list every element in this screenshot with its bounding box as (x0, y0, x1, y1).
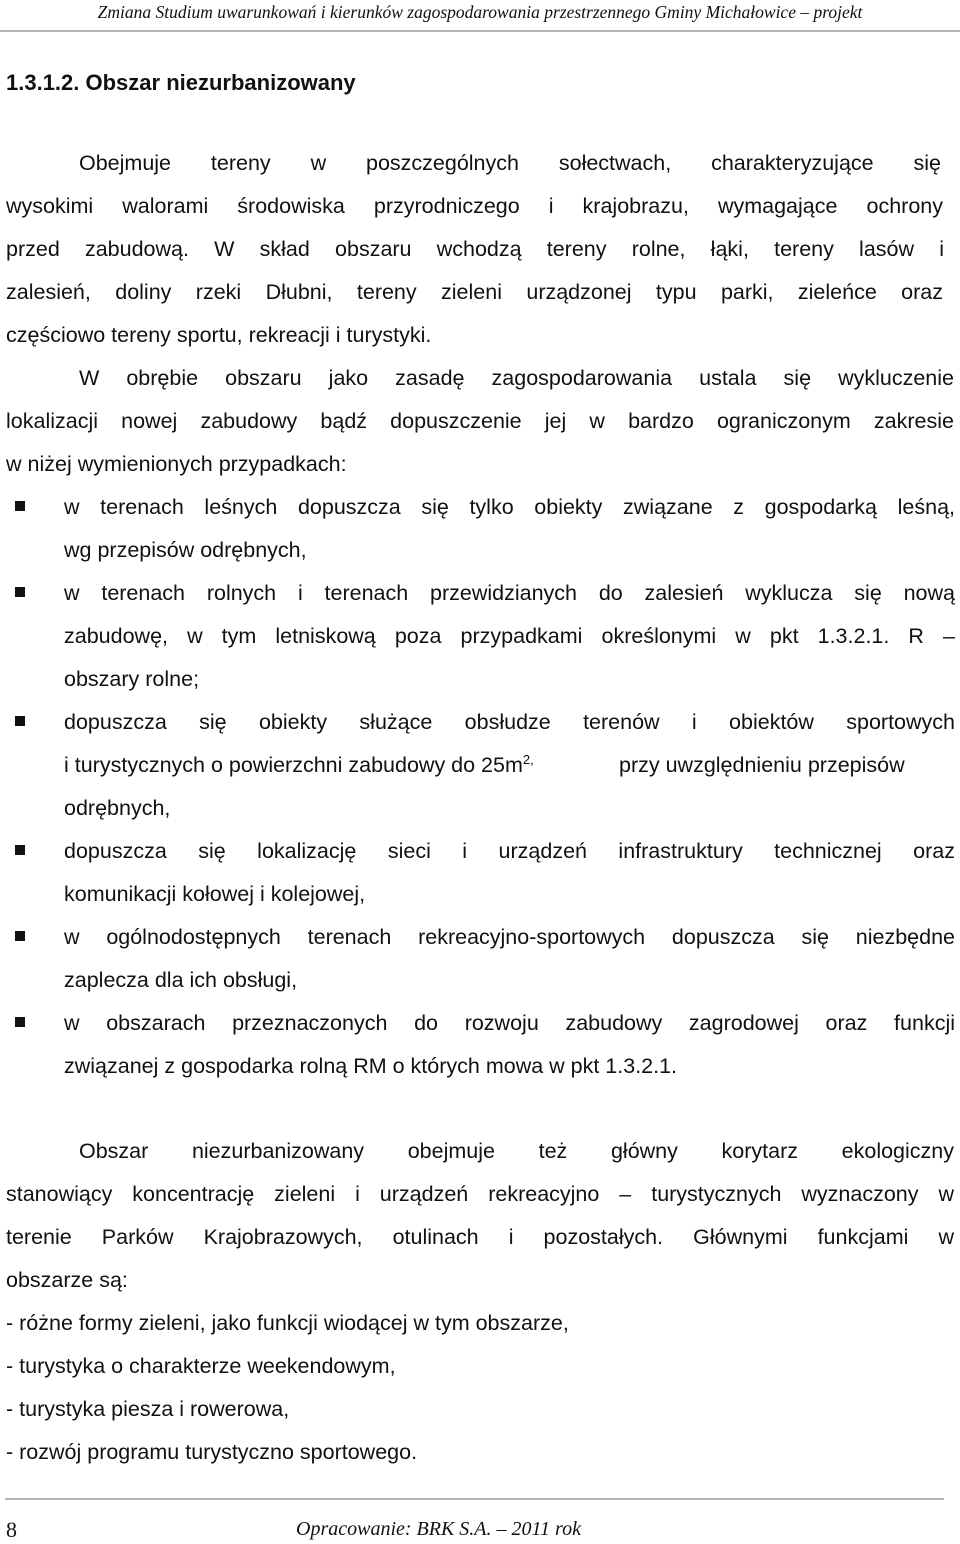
page-number: 8 (6, 1517, 17, 1542)
bullet-line: związanej z gospodarka rolną RM o których mowa w pkt 1.3.2.1. (64, 1054, 678, 1078)
paragraph-1-line: zalesień, doliny rzeki Dłubni, tereny zieleni urządzonej typu parki, zieleńce oraz (6, 280, 943, 304)
bullet-line-text: i turystycznych o powierzchni zabudowy do 25m (64, 753, 523, 777)
bullet-line-continuation: przy uwzględnieniu przepisów (619, 753, 905, 777)
bullet-line: dopuszcza się lokalizację sieci i urządzeń infrastruktury technicznej oraz (64, 839, 955, 863)
bullet-marker (15, 845, 25, 855)
paragraph-3-line: Obszar niezurbanizowany obejmuje też główny korytarz ekologiczny (79, 1139, 954, 1163)
bullet-line: obszary rolne; (64, 667, 200, 691)
paragraph-1-line: częściowo tereny sportu, rekreacji i turystyki. (6, 323, 432, 347)
bullet-line: w terenach leśnych dopuszcza się tylko obiekty związane z gospodarką leśną, (64, 495, 955, 519)
bullet-marker (15, 931, 25, 941)
bullet-marker (15, 1017, 25, 1027)
paragraph-1-line: Obejmuje tereny w poszczególnych sołectwach, charakteryzujące się (79, 151, 941, 175)
paragraph-3-line: stanowiący koncentrację zieleni i urządzeń rekreacyjno – turystycznych wyznaczony w (6, 1182, 954, 1206)
bullet-line: w obszarach przeznaczonych do rozwoju zabudowy zagrodowej oraz funkcji (64, 1011, 955, 1035)
footer-credit: Opracowanie: BRK S.A. – 2011 rok (296, 1518, 581, 1540)
footer-divider (5, 1498, 944, 1500)
bullet-marker (15, 501, 25, 511)
paragraph-2-line: w niżej wymienionych przypadkach: (6, 452, 347, 476)
bullet-line: wg przepisów odrębnych, (64, 538, 307, 562)
bullet-marker (15, 716, 25, 726)
function-list-item: - turystyka piesza i rowerowa, (6, 1397, 290, 1421)
bullet-line: w terenach rolnych i terenach przewidzianych do zalesień wyklucza się nową (64, 581, 955, 605)
bullet-line: odrębnych, (64, 796, 171, 820)
header-divider (0, 30, 960, 32)
function-list-item: - turystyka o charakterze weekendowym, (6, 1354, 396, 1378)
bullet-marker (15, 587, 25, 597)
function-list-item: - rozwój programu turystyczno sportowego. (6, 1440, 418, 1464)
paragraph-1-line: wysokimi walorami środowiska przyrodniczego i krajobrazu, wymagające ochrony (6, 194, 943, 218)
paragraph-3-line: terenie Parków Krajobrazowych, otulinach i pozostałych. Głównymi funkcjami w (6, 1225, 954, 1249)
bullet-line: komunikacji kołowej i kolejowej, (64, 882, 366, 906)
paragraph-1-line: przed zabudową. W skład obszaru wchodzą tereny rolne, łąki, tereny lasów i (6, 237, 944, 261)
section-title: 1.3.1.2. Obszar niezurbanizowany (6, 70, 356, 95)
superscript: 2, (522, 751, 534, 767)
bullet-line: zaplecza dla ich obsługi, (64, 968, 298, 992)
paragraph-3-line: obszarze są: (6, 1268, 128, 1292)
paragraph-2-line: W obrębie obszaru jako zasadę zagospodarowania ustala się wykluczenie (79, 366, 954, 390)
bullet-line: zabudowę, w tym letniskową poza przypadkami określonymi w pkt 1.3.2.1. R – (64, 624, 955, 648)
bullet-line (64, 750, 534, 780)
bullet-line: w ogólnodostępnych terenach rekreacyjno-sportowych dopuszcza się niezbędne (64, 925, 955, 949)
bullet-line: dopuszcza się obiekty służące obsłudze terenów i obiektów sportowych (64, 710, 955, 734)
paragraph-2-line: lokalizacji nowej zabudowy bądź dopuszczenie jej w bardzo ograniczonym zakresie (6, 409, 954, 433)
function-list-item: - różne formy zieleni, jako funkcji wiodącej w tym obszarze, (6, 1311, 569, 1335)
running-header: Zmiana Studium uwarunkowań i kierunków zagospodarowania przestrzennego Gminy Michałowice – projekt (97, 2, 863, 22)
